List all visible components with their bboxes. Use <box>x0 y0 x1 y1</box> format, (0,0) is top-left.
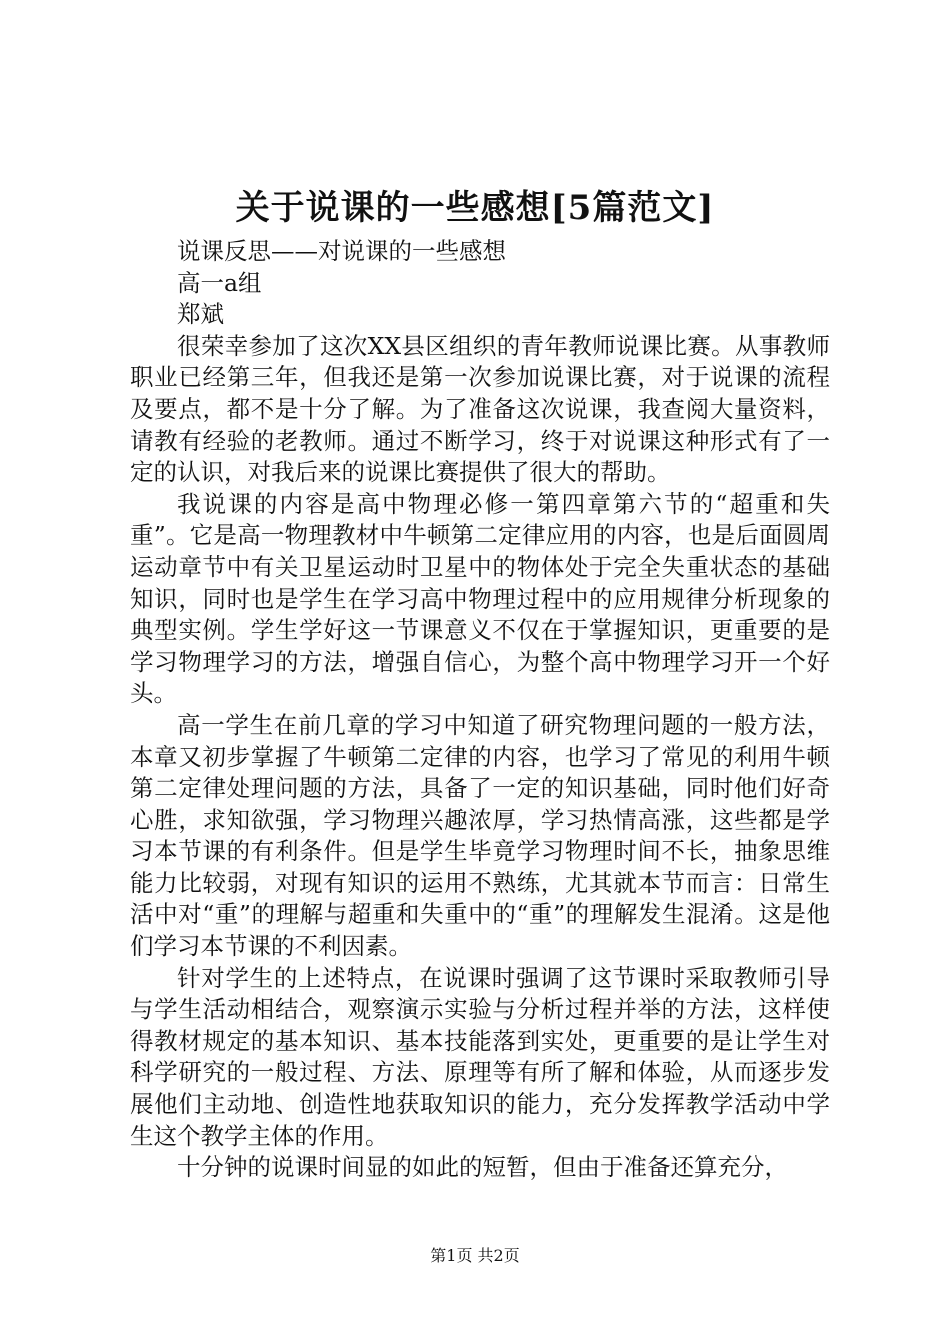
paragraph: 十分钟的说课时间显的如此的短暂，但由于准备还算充分， <box>177 1153 788 1182</box>
document-title: 关于说课的一些感想[5篇范文] <box>235 188 715 228</box>
subtitle-line: 说课反思——对说课的一些感想 <box>177 237 506 265</box>
paragraph: 高一学生在前几章的学习中知道了研究物理问题的一般方法，本章又初步掌握了牛顿第二定律的内容，也学习了常见的利用牛顿第二定律处理问题的方法，具备了一定的知识基础，同时他们好奇心胜，求知欲强，学习物理兴趣浓厚，学习热情高涨，这些都是学习本节课的有利条件。但是学生毕竟学习物理时间不长，抽象思维能力比较弱，对现有知识的运用不熟练，尤其就本节而言：日常生活中对“重”的理解与超重和失重中的“重”的理解发生混淆。这是他们学习本节课的不利因素。 <box>130 710 830 961</box>
paragraph: 针对学生的上述特点，在说课时强调了这节课时采取教师引导与学生活动相结合，观察演示实验与分析过程并举的方法，这样使得教材规定的基本知识、基本技能落到实处，更重要的是让学生对科学研究的一般过程、方法、原理等有所了解和体验，从而逐步发展他们主动地、创造性地获取知识的能力，充分发挥教学活动中学生这个教学主体的作用。 <box>130 963 830 1150</box>
page-footer: 第1页 共2页 <box>430 1246 520 1265</box>
paragraph: 很荣幸参加了这次XX县区组织的青年教师说课比赛。从事教师职业已经第三年，但我还是第一次参加说课比赛，对于说课的流程及要点，都不是十分了解。为了准备这次说课，我查阅大量资料，请教有经验的老教师。通过不断学习，终于对说课这种形式有了一定的认识，对我后来的说课比赛提供了很大的帮助。 <box>130 331 830 487</box>
paragraph: 我说课的内容是高中物理必修一第四章第六节的“超重和失重”。它是高一物理教材中牛顿第二定律应用的内容，也是后面圆周运动章节中有关卫星运动时卫星中的物体处于完全失重状态的基础知识，同时也是学生在学习高中物理过程中的应用规律分析现象的典型实例。学生学好这一节课意义不仅在于掌握知识，更重要的是学习物理学习的方法，增强自信心，为整个高中物理学习开一个好头。 <box>130 489 830 708</box>
author-line: 郑斌 <box>177 300 224 329</box>
group-line: 高一a组 <box>177 268 262 297</box>
document-body <box>130 236 830 1184</box>
